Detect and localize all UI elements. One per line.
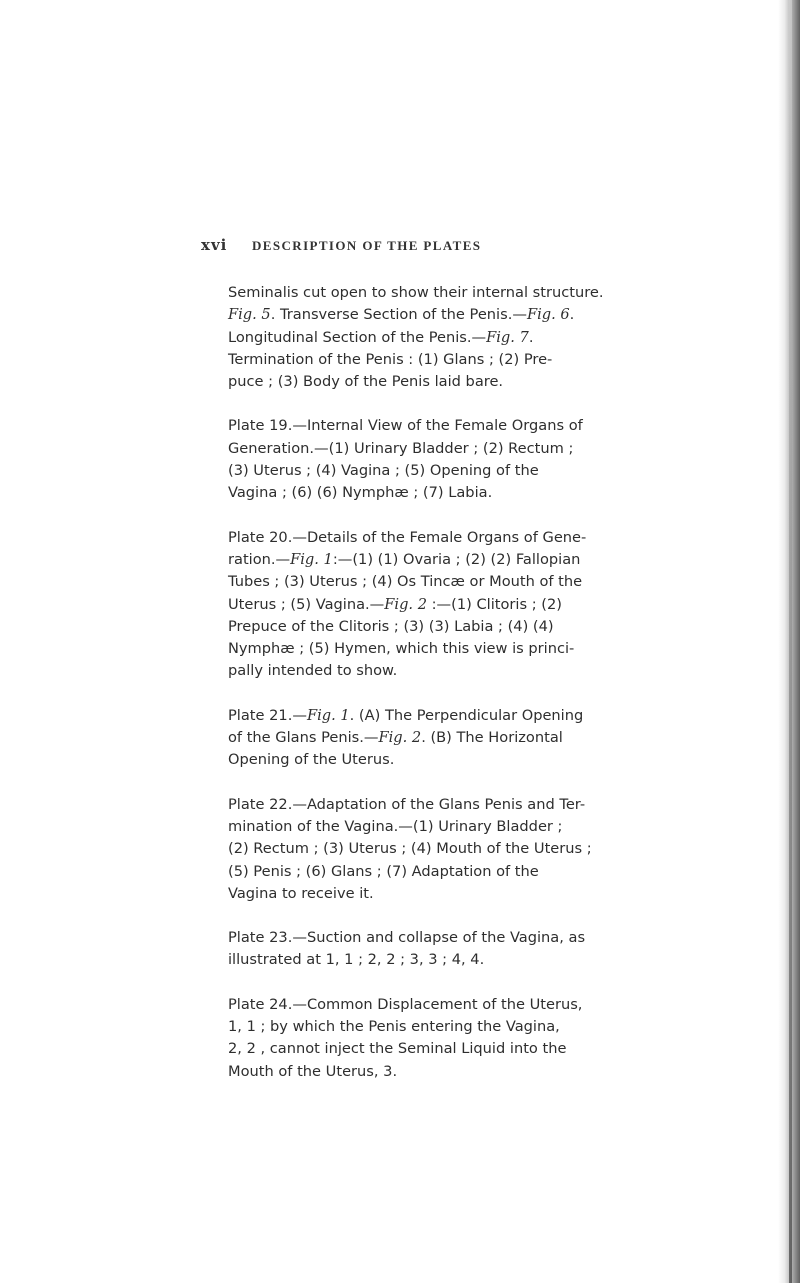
text-line: illustrated at 1, 1 ; 2, 2 ; 3, 3 ; 4, 4. <box>228 951 485 969</box>
text-line: Longitudinal Section of the Penis.—Fig. 7. <box>228 328 534 346</box>
text-line: Opening of the Uterus. <box>228 751 395 769</box>
text-line: Plate 23.—Suction and collapse of the Vagina, as <box>228 929 586 947</box>
page-edge-line <box>789 0 792 1283</box>
text-line: (5) Penis ; (6) Glans ; (7) Adaptation of the <box>228 862 539 880</box>
text-line: of the Glans Penis.—Fig. 2. (B) The Horizontal <box>228 729 563 747</box>
text-line: Plate 19.—Internal View of the Female Organs of <box>228 417 583 435</box>
text-line: Plate 20.—Details of the Female Organs of Gene- <box>228 528 587 546</box>
text-line: pally intended to show. <box>228 662 398 680</box>
text-line: Termination of the Penis : (1) Glans ; (2) Pre- <box>228 350 553 368</box>
text-line: 1, 1 ; by which the Penis entering the Vagina, <box>228 1018 560 1036</box>
paragraph-plate24 <box>228 994 648 1083</box>
text-line: Plate 24.—Common Displacement of the Uterus, <box>228 995 583 1013</box>
figure-reference: Fig. 1 <box>290 550 333 568</box>
text-line: Plate 21.—Fig. 1. (A) The Perpendicular Opening <box>228 706 584 724</box>
figure-reference: Fig. 2 <box>384 595 427 613</box>
paragraph-plate21 <box>228 705 648 772</box>
paragraph-plate20 <box>228 527 648 683</box>
running-head <box>201 236 561 256</box>
text-line: Fig. 5. Transverse Section of the Penis.—Fig. 6. <box>228 306 575 324</box>
text-line: Seminalis cut open to show their internal structure. <box>228 284 604 301</box>
text-line: puce ; (3) Body of the Penis laid bare. <box>228 373 504 391</box>
text-line: ration.—Fig. 1:—(1) (1) Ovaria ; (2) (2) Fallopian <box>228 550 581 568</box>
paragraph-plate19 <box>228 415 648 504</box>
text-line: Generation.—(1) Urinary Bladder ; (2) Rectum ; <box>228 439 574 457</box>
text-line: 2, 2 , cannot inject the Seminal Liquid into the <box>228 1040 567 1058</box>
text-line: Prepuce of the Clitoris ; (3) (3) Labia ; (4) (4) <box>228 617 554 635</box>
text-line: Vagina ; (6) (6) Nymphæ ; (7) Labia. <box>228 484 493 502</box>
text-line: mination of the Vagina.—(1) Urinary Bladder ; <box>228 817 563 835</box>
figure-reference: Fig. 1 <box>306 706 350 724</box>
figure-reference: Fig. 7 <box>486 328 529 346</box>
text-line: Tubes ; (3) Uterus ; (4) Os Tincæ or Mouth of the <box>228 573 583 591</box>
figure-reference: Fig. 6 <box>526 306 570 324</box>
text-line: Nymphæ ; (5) Hymen, which this view is princi- <box>228 640 575 658</box>
figure-reference: Fig. 5 <box>228 306 271 324</box>
text-line: (3) Uterus ; (4) Vagina ; (5) Opening of the <box>228 462 539 480</box>
paragraph-plate22 <box>228 794 648 905</box>
paragraph-plate23 <box>228 927 648 972</box>
page-number: xvi <box>201 236 228 254</box>
figure-reference: Fig. 2 <box>378 729 422 747</box>
text-line: Plate 22.—Adaptation of the Glans Penis and Ter- <box>228 795 586 813</box>
text-line: Vagina to receive it. <box>228 884 374 902</box>
text-line: Uterus ; (5) Vagina.—Fig. 2 :—(1) Clitoris ; (2) <box>228 595 562 613</box>
running-title: DESCRIPTION OF THE PLATES <box>252 238 482 253</box>
text-line: (2) Rectum ; (3) Uterus ; (4) Mouth of the Uterus ; <box>228 840 592 858</box>
plate-descriptions <box>228 282 648 1105</box>
text-line: Mouth of the Uterus, 3. <box>228 1062 398 1080</box>
paragraph-cont <box>228 282 648 393</box>
